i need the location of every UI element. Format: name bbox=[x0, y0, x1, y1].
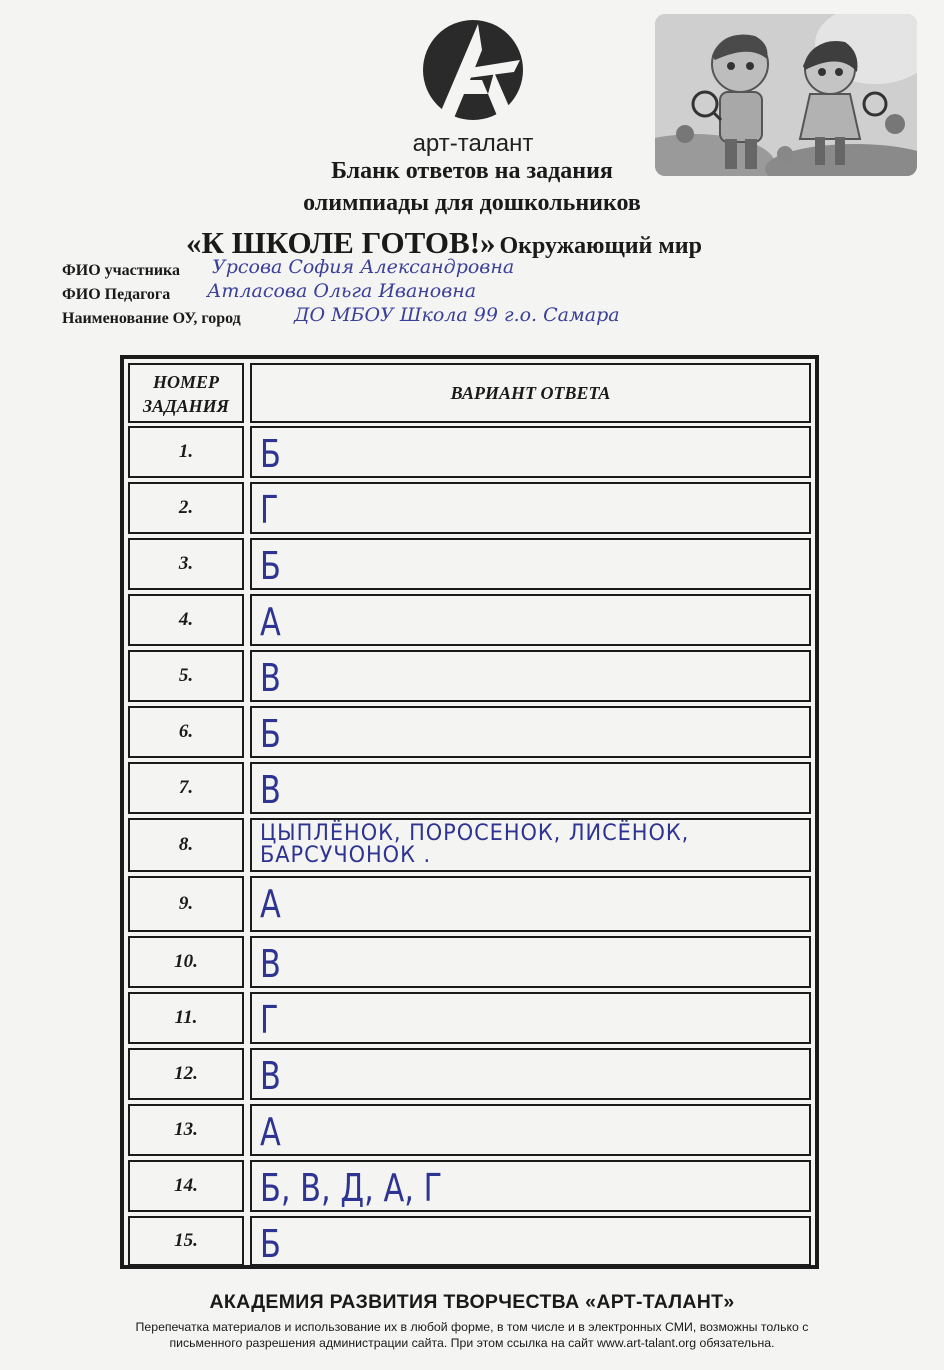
task-number: 3. bbox=[128, 538, 244, 590]
task-number: 9. bbox=[128, 876, 244, 932]
school-value: ДО МБОУ Школа 99 г.о. Самара bbox=[294, 304, 620, 326]
task-number: 4. bbox=[128, 594, 244, 646]
footer-copyright bbox=[78, 1319, 866, 1351]
school-field bbox=[62, 304, 620, 334]
header-num-line-2: ЗАДАНИЯ bbox=[142, 396, 230, 416]
answer-text: Б bbox=[260, 432, 281, 476]
answer-text: ЦЫПЛЁНОК, ПОРОСЕНОК, ЛИСЁНОК, bbox=[260, 821, 690, 846]
task-number: 2. bbox=[128, 482, 244, 534]
answer-text: В bbox=[260, 942, 281, 986]
task-number: 5. bbox=[128, 650, 244, 702]
teacher-value: Атласова Ольга Ивановна bbox=[207, 280, 477, 302]
table-row bbox=[124, 479, 815, 535]
brand-name: арт-талант bbox=[412, 130, 534, 157]
answer-cell bbox=[250, 706, 811, 758]
table-row bbox=[124, 873, 815, 933]
answer-text: Б, В, Д, А, Г bbox=[260, 1166, 443, 1210]
children-illustration bbox=[655, 14, 917, 176]
task-number: 11. bbox=[128, 992, 244, 1044]
art-talant-logo-icon bbox=[418, 10, 528, 140]
task-number: 12. bbox=[128, 1048, 244, 1100]
answer-cell bbox=[250, 426, 811, 478]
answer-text: Г bbox=[260, 488, 279, 532]
footer-title: АКАДЕМИЯ РАЗВИТИЯ ТВОРЧЕСТВА «АРТ-ТАЛАНТ» bbox=[209, 1291, 735, 1313]
subject-name: Окружающий мир bbox=[499, 233, 702, 259]
task-number: 6. bbox=[128, 706, 244, 758]
answer-text-line-2: БАРСУЧОНОК . bbox=[260, 843, 432, 868]
answer-cell bbox=[250, 818, 811, 872]
table-row bbox=[124, 933, 815, 989]
table-row bbox=[124, 1101, 815, 1157]
answer-cell bbox=[250, 992, 811, 1044]
task-number: 8. bbox=[128, 818, 244, 872]
answer-text: В bbox=[260, 656, 281, 700]
answer-cell bbox=[250, 1048, 811, 1100]
table-row bbox=[124, 989, 815, 1045]
answer-text: В bbox=[260, 1054, 281, 1098]
task-number: 13. bbox=[128, 1104, 244, 1156]
school-label: Наименование ОУ, город bbox=[62, 310, 241, 327]
answer-text: В bbox=[260, 768, 281, 812]
answer-cell bbox=[250, 538, 811, 590]
answer-text: Б bbox=[260, 1222, 281, 1266]
answer-text: Б bbox=[260, 712, 281, 756]
title-line-2: олимпиады для дошкольников bbox=[303, 190, 641, 216]
participant-label: ФИО участника bbox=[62, 262, 181, 279]
table-header bbox=[124, 359, 815, 427]
answer-cell bbox=[250, 1160, 811, 1212]
answer-cell bbox=[250, 1104, 811, 1156]
teacher-label: ФИО Педагога bbox=[62, 286, 171, 303]
title-line-1: Бланк ответов на задания bbox=[331, 158, 613, 184]
table-row bbox=[124, 759, 815, 815]
table-row bbox=[124, 591, 815, 647]
table-row bbox=[124, 423, 815, 479]
task-number: 15. bbox=[128, 1216, 244, 1266]
header-num-line-1: НОМЕР bbox=[152, 372, 219, 392]
answer-table bbox=[120, 355, 819, 1269]
answer-text: Б bbox=[260, 544, 281, 588]
task-number: 14. bbox=[128, 1160, 244, 1212]
participant-value: Урсова София Александровна bbox=[212, 256, 515, 278]
answer-text: А bbox=[260, 882, 281, 926]
answer-cell bbox=[250, 876, 811, 932]
task-number: 7. bbox=[128, 762, 244, 814]
header-task-number bbox=[128, 363, 244, 423]
answer-text: А bbox=[260, 600, 281, 644]
answer-cell bbox=[250, 1216, 811, 1266]
olympiad-name: «К ШКОЛЕ ГОТОВ!» bbox=[186, 225, 496, 260]
footer-line-2: письменного разрешения администрации сайта. При этом ссылка на сайт www.art-talant.org обязательна. bbox=[169, 1336, 775, 1350]
answer-cell bbox=[250, 762, 811, 814]
header-answer: ВАРИАНТ ОТВЕТА bbox=[250, 363, 811, 423]
table-row bbox=[124, 1213, 815, 1267]
answer-text: А bbox=[260, 1110, 281, 1154]
table-row bbox=[124, 647, 815, 703]
answer-text: Г bbox=[260, 998, 279, 1042]
answer-cell bbox=[250, 594, 811, 646]
table-row bbox=[124, 703, 815, 759]
teacher-field bbox=[62, 280, 477, 310]
task-number: 10. bbox=[128, 936, 244, 988]
table-row bbox=[124, 535, 815, 591]
table-row bbox=[124, 1157, 815, 1213]
table-row bbox=[124, 1045, 815, 1101]
answer-cell bbox=[250, 482, 811, 534]
answer-cell bbox=[250, 936, 811, 988]
table-row bbox=[124, 815, 815, 873]
answer-cell bbox=[250, 650, 811, 702]
footer-line-1: Перепечатка материалов и использование их в любой форме, в том числе и в электронных СМИ, возможны только с bbox=[135, 1320, 809, 1334]
task-number: 1. bbox=[128, 426, 244, 478]
participant-field bbox=[62, 256, 515, 286]
